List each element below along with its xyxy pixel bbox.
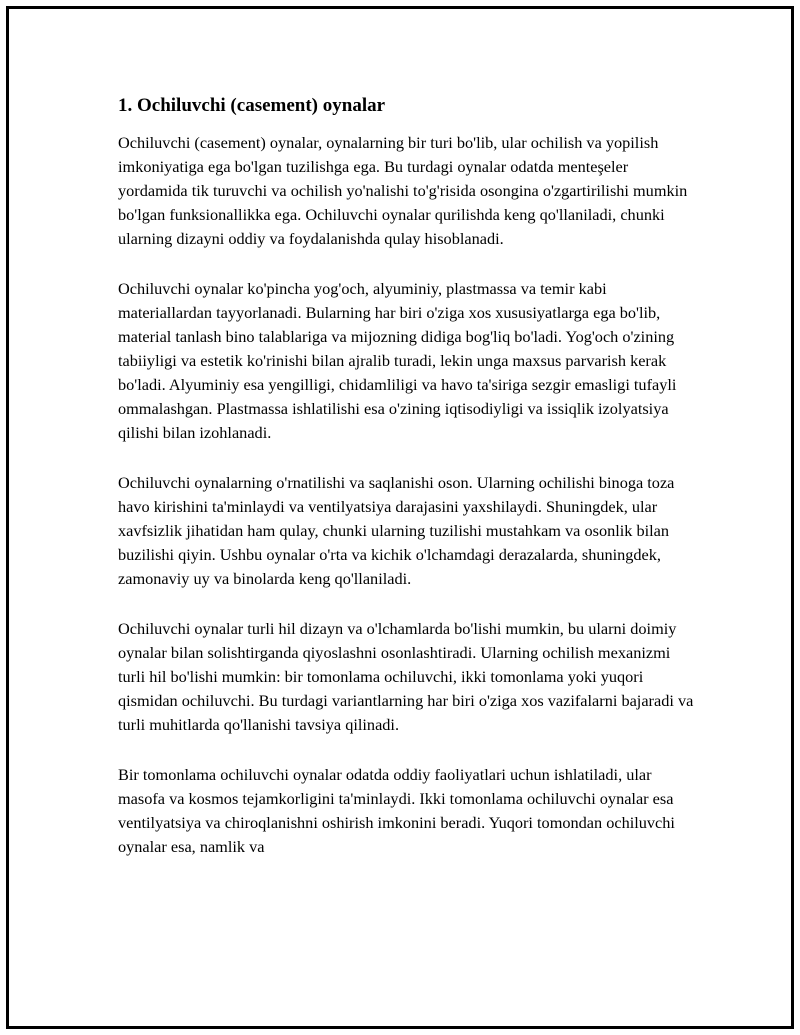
- document-page: [6, 6, 794, 1029]
- section-heading: 1. Ochiluvchi (casement) oynalar: [118, 95, 386, 116]
- paragraph-1: Ochiluvchi (casement) oynalar, oynalarning bir turi bo'lib, ular ochilish va yopilish imkoniyatiga ega bo'lgan tuzilishga ega. Bu turdagi oynalar odatda menteşeler yordamida tik turuvchi va ochilish yo'nalishi to'g'risida osongina o'zgartirilishi mumkin bo'lgan funksionallikka ega. Ochiluvchi oynalar qurilishda keng qo'llaniladi, chunki ularning dizayni oddiy va foydalanishda qulay hisoblanadi.: [118, 133, 688, 248]
- paragraph-3: Ochiluvchi oynalarning o'rnatilishi va saqlanishi oson. Ularning ochilishi binoga toza havo kirishini ta'minlaydi va ventilyatsiya darajasini yaxshilaydi. Shuningdek, ular xavfsizlik jihatidan ham qulay, chunki ularning tuzilishi mustahkam va osonlik bilan buzilishi qiyin. Ushbu oynalar o'rta va kichik o'lchamdagi derazalarda, shuningdek, zamonaviy uy va binolarda keng qo'llaniladi.: [118, 473, 675, 588]
- paragraph-5: Bir tomonlama ochiluvchi oynalar odatda oddiy faoliyatlari uchun ishlatiladi, ular masofa va kosmos tejamkorligini ta'minlaydi. Ikki tomonlama ochiluvchi oynalar esa ventilyatsiya va chiroqlanishni oshirish imkonini beradi. Yuqori tomondan ochiluvchi oynalar esa, namlik va: [118, 765, 675, 856]
- paragraph-2: Ochiluvchi oynalar ko'pincha yog'och, alyuminiy, plastmassa va temir kabi materiallardan tayyorlanadi. Bularning har biri o'ziga xos xususiyatlarga ega bo'lib, material tanlash bino talablariga va mijozning didiga bog'liq bo'ladi. Yog'och o'zining tabiiyligi va estetik ko'rinishi bilan ajralib turadi, lekin unga maxsus parvarish kerak bo'ladi. Alyuminiy esa yengilligi, chidamliligi va havo ta'siriga sezgir emasligi tufayli ommalashgan. Plastmassa ishlatilishi esa o'zining iqtisodiyligi va issiqlik izolyatsiya qilishi bilan izohlanadi.: [118, 279, 677, 442]
- document-content: [118, 93, 696, 885]
- paragraph-4: Ochiluvchi oynalar turli hil dizayn va o'lchamlarda bo'lishi mumkin, bu ularni doimiy oynalar bilan solishtirganda qiyoslashni osonlashtiradi. Ularning ochilish mexanizmi turli hil bo'lishi mumkin: bir tomonlama ochiluvchi, ikki tomonlama yoki yuqori qismidan ochiluvchi. Bu turdagi variantlarning har biri o'ziga xos vazifalarni bajaradi va turli muhitlarda qo'llanishi tavsiya qilinadi.: [118, 619, 694, 734]
